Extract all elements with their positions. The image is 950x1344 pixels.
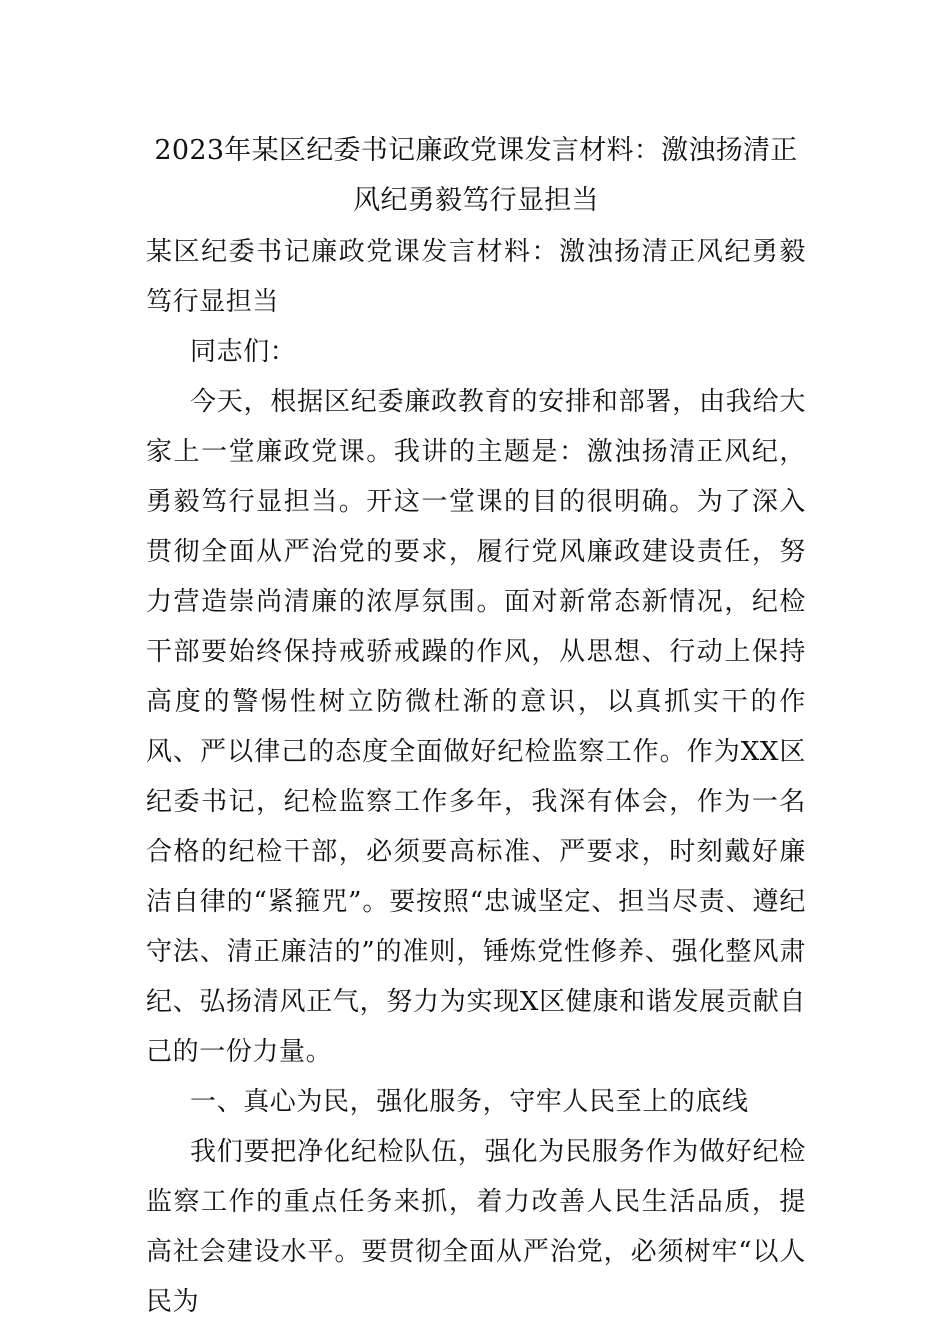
section-heading-1: 一、真心为民，强化服务，守牢人民至上的底线 — [190, 1087, 749, 1117]
document-body — [146, 126, 806, 1327]
paragraph-intro: 今天，根据区纪委廉政教育的安排和部署，由我给大家上一堂廉政党课。我讲的主题是：激浊扬清正风纪，勇毅笃行显担当。开这一堂课的目的很明确。为了深入贯彻全面从严治党的要求，履行党风廉政建设责任，努力营造崇尚清廉的浓厚氛围。面对新常态新情况，纪检干部要始终保持戒骄戒躁的作风，从思想、行动上保持高度的警惕性树立防微杜渐的意识，以真抓实干的作风、严以律己的态度全面做好纪检监察工作。作为XX区纪委书记，纪检监察工作多年，我深有体会，作为一名合格的纪检干部，必须要高标准、严要求，时刻戴好廉洁自律的“紧箍咒”。要按照“忠诚坚定、担当尽责、遵纪守法、清正廉洁的”的准则，锤炼党性修养、强化整风肃纪、弘扬清风正气，努力为实现X区健康和谐发展贡献自己的一份力量。 — [146, 387, 806, 1067]
salutation: 同志们： — [190, 337, 297, 367]
paragraph-section-1: 我们要把净化纪检队伍，强化为民服务作为做好纪检监察工作的重点任务来抓，着力改善人民生活品质，提高社会建设水平。要贯彻全面从严治党，必须树牢“以人民为 — [146, 1137, 806, 1317]
document-subtitle: 某区纪委书记廉政党课发言材料：激浊扬清正风纪勇毅笃行显担当 — [146, 237, 806, 317]
document-title: 2023年某区纪委书记廉政党课发言材料：激浊扬清正风纪勇毅笃行显担当 — [154, 135, 798, 216]
